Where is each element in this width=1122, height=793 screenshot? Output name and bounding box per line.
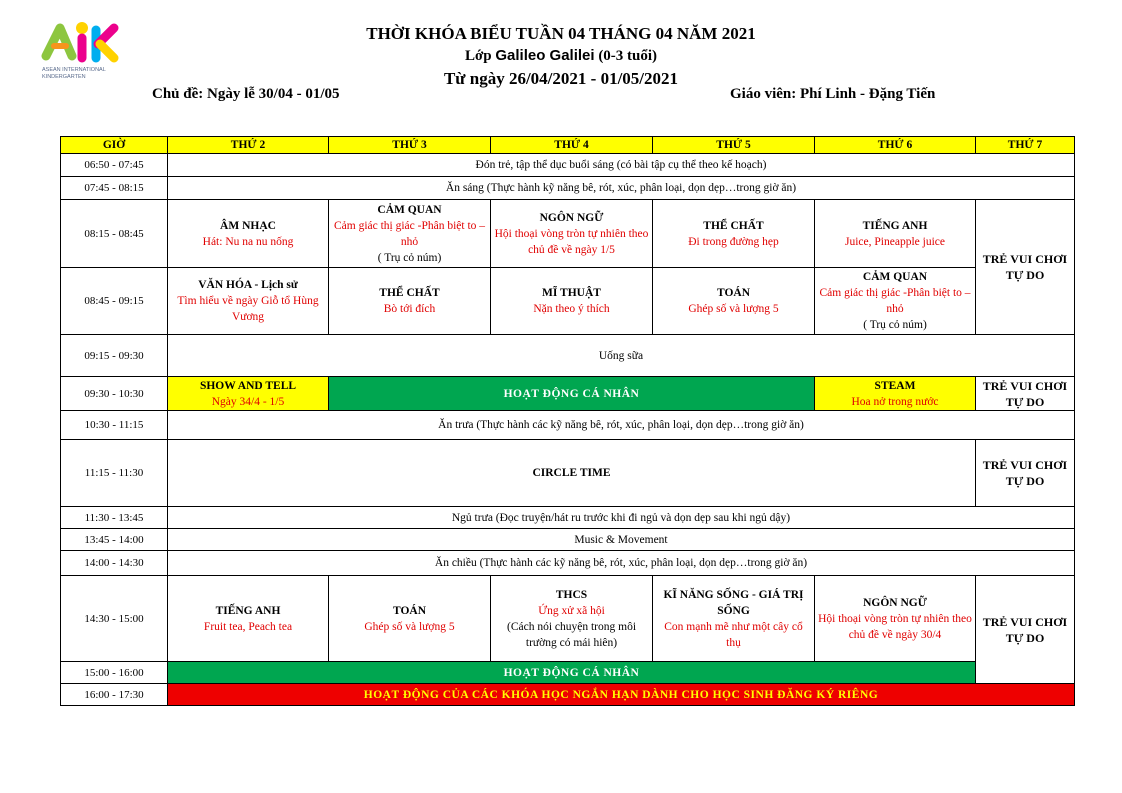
breakfast-cell: Ăn sáng (Thực hành kỹ năng bê, rót, xúc, phân loại, dọn dẹp…trong giờ ăn) [168, 177, 1075, 200]
table-row [61, 507, 1075, 529]
free-play-cell: TRẺ VUI CHƠI TỰ DO [976, 576, 1075, 684]
short-courses-cell: HOẠT ĐỘNG CỦA CÁC KHÓA HỌC NGẮN HẠN DÀNH CHO HỌC SINH ĐĂNG KÝ RIÊNG [168, 684, 1075, 706]
table-row [61, 268, 1075, 335]
class-line: Lớp Galileo Galilei (0-3 tuổi) [464, 47, 658, 64]
table-row [61, 684, 1075, 706]
time-cell: 07:45 - 08:15 [61, 177, 168, 200]
logo-subtitle: KINDERGARTEN [42, 74, 86, 80]
activity-cell: THỂ CHẤT Đi trong đường hẹp [653, 200, 815, 268]
time-cell: 06:50 - 07:45 [61, 154, 168, 177]
individual-activity-cell: HOẠT ĐỘNG CÁ NHÂN [329, 377, 815, 411]
milk-cell: Uống sữa [168, 335, 1075, 377]
activity-cell: TOÁN Ghép số và lượng 5 [653, 268, 815, 335]
activity-cell: CẢM QUAN Cảm giác thị giác -Phân biệt to – nhỏ ( Trụ cỏ núm) [815, 268, 976, 335]
steam-cell: STEAM Hoa nở trong nước [815, 377, 976, 411]
col-friday: THỨ 6 [815, 137, 976, 154]
time-cell: 13:45 - 14:00 [61, 529, 168, 551]
time-cell: 10:30 - 11:15 [61, 411, 168, 440]
topic-label: Chủ đề: Ngày lễ 30/04 - 01/05 [152, 86, 340, 102]
circle-time-cell: CIRCLE TIME [168, 440, 976, 507]
logo-tagline: ASEAN INTERNATIONAL [42, 67, 106, 73]
activity-cell: TIẾNG ANH Juice, Pineapple juice [815, 200, 976, 268]
time-cell: 09:15 - 09:30 [61, 335, 168, 377]
col-saturday: THỨ 7 [976, 137, 1075, 154]
time-cell: 11:30 - 13:45 [61, 507, 168, 529]
welcome-cell: Đón trẻ, tập thể dục buổi sáng (có bài tập cụ thể theo kế hoạch) [168, 154, 1075, 177]
table-row [61, 177, 1075, 200]
time-cell: 08:45 - 09:15 [61, 268, 168, 335]
date-range: Từ ngày 26/04/2021 - 01/05/2021 [443, 69, 679, 88]
teacher-label: Giáo viên: Phí Linh - Đặng Tiến [730, 86, 936, 102]
table-row [61, 662, 1075, 684]
activity-cell: TOÁN Ghép số và lượng 5 [329, 576, 491, 662]
timetable [60, 136, 1075, 706]
free-play-cell: TRẺ VUI CHƠI TỰ DO [976, 440, 1075, 507]
free-play-cell: TRẺ VUI CHƠI TỰ DO [976, 200, 1075, 335]
col-time: GIỜ [61, 137, 168, 154]
table-row [61, 200, 1075, 268]
individual-activity-cell: HOẠT ĐỘNG CÁ NHÂN [168, 662, 976, 684]
free-play-cell: TRẺ VUI CHƠI TỰ DO [976, 377, 1075, 411]
activity-cell: NGÔN NGỮ Hội thoại vòng tròn tự nhiên theo chủ đề về ngày 30/4 [815, 576, 976, 662]
time-cell: 09:30 - 10:30 [61, 377, 168, 411]
col-tuesday: THỨ 3 [329, 137, 491, 154]
table-row [61, 154, 1075, 177]
lunch-cell: Ăn trưa (Thực hành các kỹ năng bê, rót, xúc, phân loại, dọn dẹp…trong giờ ăn) [168, 411, 1075, 440]
table-row [61, 551, 1075, 576]
col-wednesday: THỨ 4 [491, 137, 653, 154]
table-row [61, 411, 1075, 440]
table-row [61, 529, 1075, 551]
activity-cell: KĨ NĂNG SỐNG - GIÁ TRỊ SỐNG Con mạnh mẽ như một cây cổ thụ [653, 576, 815, 662]
col-thursday: THỨ 5 [653, 137, 815, 154]
activity-cell: ÂM NHẠC Hát: Nu na nu nống [168, 200, 329, 268]
activity-cell: THỂ CHẤT Bò tới đích [329, 268, 491, 335]
time-cell: 15:00 - 16:00 [61, 662, 168, 684]
time-cell: 08:15 - 08:45 [61, 200, 168, 268]
snack-cell: Ăn chiều (Thực hành các kỹ năng bê, rót, xúc, phân loại, dọn dẹp…trong giờ ăn) [168, 551, 1075, 576]
time-cell: 14:30 - 15:00 [61, 576, 168, 662]
nap-cell: Ngủ trưa (Đọc truyện/hát ru trước khi đi ngủ và dọn dẹp sau khi ngủ dậy) [168, 507, 1075, 529]
time-cell: 16:00 - 17:30 [61, 684, 168, 706]
table-row [61, 335, 1075, 377]
header-row [61, 137, 1075, 154]
show-and-tell-cell: SHOW AND TELL Ngày 34/4 - 1/5 [168, 377, 329, 411]
activity-cell: TIẾNG ANH Fruit tea, Peach tea [168, 576, 329, 662]
time-cell: 11:15 - 11:30 [61, 440, 168, 507]
activity-cell: CẢM QUAN Cảm giác thị giác -Phân biệt to – nhỏ ( Trụ cỏ núm) [329, 200, 491, 268]
table-row [61, 440, 1075, 507]
music-cell: Music & Movement [168, 529, 1075, 551]
activity-cell: VĂN HÓA - Lịch sử Tìm hiểu về ngày Giỗ tổ Hùng Vương [168, 268, 329, 335]
activity-cell: NGÔN NGỮ Hội thoại vòng tròn tự nhiên theo chủ đề về ngày 1/5 [491, 200, 653, 268]
schedule-title: THỜI KHÓA BIỂU TUẦN 04 THÁNG 04 NĂM 2021 [366, 24, 756, 43]
time-cell: 14:00 - 14:30 [61, 551, 168, 576]
col-monday: THỨ 2 [168, 137, 329, 154]
activity-cell: MĨ THUẬT Nặn theo ý thích [491, 268, 653, 335]
table-row [61, 576, 1075, 662]
table-row [61, 377, 1075, 411]
activity-cell: THCS Ứng xử xã hội (Cách nói chuyện trong môi trường có mái hiên) [491, 576, 653, 662]
